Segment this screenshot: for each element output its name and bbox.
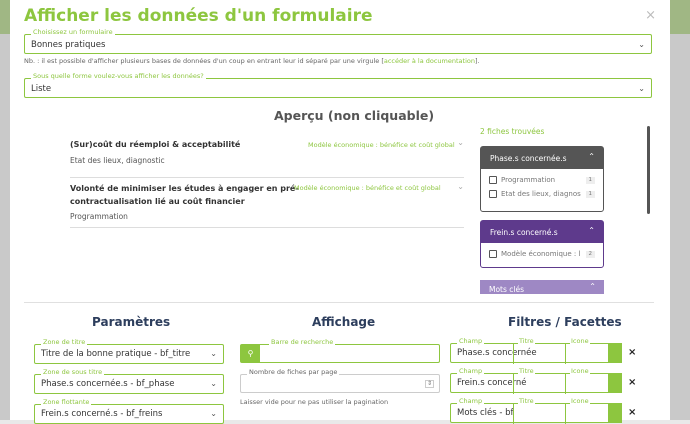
facet-option-count: 1	[586, 191, 596, 198]
close-icon[interactable]: ×	[645, 8, 656, 23]
field-label: Zone de sous titre	[43, 368, 103, 376]
floating-zone-select[interactable]	[34, 398, 224, 424]
titre-input[interactable]	[513, 397, 565, 424]
params-title: Paramètres	[92, 315, 171, 329]
filter-row[interactable]	[450, 367, 622, 393]
background-header-left	[0, 0, 10, 34]
card-title-line2: contractualisation lié au coût financier	[70, 197, 245, 206]
chevron-up-icon: ⌃	[589, 282, 596, 291]
titre-label: Titre	[519, 337, 534, 345]
display-mode-label: Sous quelle forme voulez-vous afficher les données?	[33, 72, 204, 80]
facet-header[interactable]	[480, 280, 604, 294]
field-label: Zone de titre	[43, 338, 86, 346]
champ-label: Champ	[459, 337, 483, 345]
form-note-text: Nb. : il est possible d'afficher plusieurs bases de données d'un coup en entrant leur id séparé par une virgule [	[24, 57, 384, 65]
icone-label: Icone	[571, 337, 589, 345]
facet-title: Mots clés	[489, 285, 525, 294]
page-size-hint: Laisser vide pour ne pas utiliser la pagination	[240, 398, 389, 406]
form-note-end: ].	[475, 57, 480, 65]
chevron-down-icon: ⌄	[638, 40, 645, 49]
facet-header[interactable]	[481, 221, 603, 243]
delete-icon[interactable]: ×	[628, 377, 637, 388]
facet-header[interactable]	[481, 147, 603, 169]
icone-label: Icone	[571, 397, 589, 405]
titre-input[interactable]	[513, 337, 565, 364]
search-bar-field[interactable]	[240, 338, 440, 363]
facet-option-label: Modèle économique : l	[501, 250, 581, 258]
list-item	[70, 180, 464, 228]
display-mode-select[interactable]	[24, 72, 652, 98]
preview-scrollbar[interactable]	[647, 126, 650, 214]
chevron-down-icon: ⌄	[638, 84, 645, 93]
chevron-down-icon: ⌄	[457, 182, 464, 191]
form-select[interactable]	[24, 28, 652, 54]
chevron-down-icon: ⌄	[210, 409, 217, 418]
delete-icon[interactable]: ×	[628, 407, 637, 418]
drag-handle[interactable]	[608, 343, 622, 363]
search-bar-label: Barre de recherche	[271, 338, 334, 346]
facet-title: Frein.s concerné.s	[490, 228, 558, 237]
facet-option-label: Programmation	[501, 176, 556, 184]
icone-input[interactable]	[565, 367, 609, 394]
card-meta: Modèle économique : bénéfice et coût global	[294, 184, 441, 192]
icone-label: Icone	[571, 367, 589, 375]
form-note	[24, 57, 480, 65]
champ-value: Phase.s concernée	[457, 348, 537, 358]
titre-label: Titre	[519, 397, 534, 405]
card-subtitle: Etat des lieux, diagnostic	[70, 156, 165, 165]
facet-option-count: 1	[586, 177, 596, 184]
number-stepper-icon[interactable]: ⇕	[426, 380, 432, 387]
filter-row[interactable]	[450, 337, 622, 363]
filter-row[interactable]	[450, 397, 622, 423]
subtitle-zone-select[interactable]	[34, 368, 224, 394]
chevron-up-icon: ⌃	[588, 152, 595, 161]
facet-mots-cles	[480, 280, 604, 294]
page-size-label: Nombre de fiches par page	[249, 368, 338, 376]
documentation-link[interactable]: accéder à la documentation	[383, 57, 475, 65]
form-select-value: Bonnes pratiques	[31, 40, 106, 50]
icone-input[interactable]	[565, 397, 609, 424]
card-meta: Modèle économique : bénéfice et coût global	[308, 141, 455, 149]
facet-phase	[480, 146, 604, 212]
titre-label: Titre	[519, 367, 534, 375]
drag-handle[interactable]	[608, 373, 622, 393]
facet-freins	[480, 220, 604, 268]
magnifier-icon[interactable]: ⚲	[241, 345, 260, 362]
facet-option[interactable]	[489, 173, 595, 187]
drag-handle[interactable]	[608, 403, 622, 423]
form-select-label: Choisissez un formulaire	[33, 28, 113, 36]
checkbox[interactable]	[489, 190, 497, 198]
champ-value: Frein.s concerné	[457, 378, 527, 388]
titre-input[interactable]	[513, 367, 565, 394]
field-label: Zone flottante	[43, 398, 90, 406]
filters-title: Filtres / Facettes	[508, 315, 622, 329]
checkbox[interactable]	[489, 176, 497, 184]
field-value: Frein.s concerné.s - bf_freins	[41, 409, 163, 419]
modal-title: Afficher les données d'un formulaire	[24, 6, 373, 26]
champ-value: Mots clés - bf	[457, 408, 514, 418]
card-title: Volonté de minimiser les études à engager en pré-	[70, 184, 299, 193]
list-item	[70, 136, 464, 178]
facet-option[interactable]	[489, 187, 595, 201]
delete-icon[interactable]: ×	[628, 347, 637, 358]
checkbox[interactable]	[489, 250, 497, 258]
chevron-up-icon: ⌃	[588, 226, 595, 235]
field-value: Phase.s concernée.s - bf_phase	[41, 379, 175, 389]
results-count: 2 fiches trouvées	[480, 127, 545, 136]
modal-dialog	[10, 0, 670, 420]
field-value: Titre de la bonne pratique - bf_titre	[41, 349, 191, 359]
champ-label: Champ	[459, 397, 483, 405]
facet-option-label: Etat des lieux, diagnos	[501, 190, 581, 198]
card-subtitle: Programmation	[70, 212, 128, 221]
facet-option[interactable]	[489, 247, 595, 261]
display-title: Affichage	[312, 315, 376, 329]
display-mode-value: Liste	[31, 84, 52, 94]
preview-title: Aperçu (non cliquable)	[274, 108, 435, 123]
chevron-down-icon: ⌄	[457, 138, 464, 147]
card-title: (Sur)coût du réemploi & acceptabilité	[70, 140, 241, 149]
divider	[24, 302, 654, 303]
background-header-right	[670, 0, 690, 34]
facet-option-count: 2	[586, 251, 596, 258]
champ-label: Champ	[459, 367, 483, 375]
title-zone-select[interactable]	[34, 338, 224, 364]
page-size-input[interactable]	[240, 368, 440, 393]
chevron-down-icon: ⌄	[210, 379, 217, 388]
icone-input[interactable]	[565, 337, 609, 364]
chevron-down-icon: ⌄	[210, 349, 217, 358]
facet-title: Phase.s concernée.s	[490, 154, 567, 163]
